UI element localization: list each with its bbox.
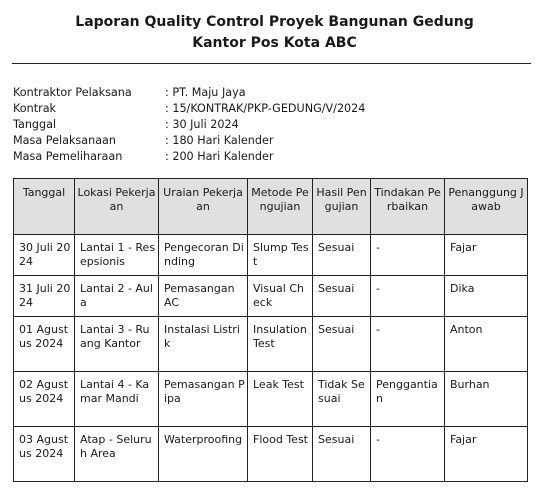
title-divider xyxy=(12,63,531,64)
report-title xyxy=(0,12,549,54)
col-header-hasil: Hasil Pengujian xyxy=(313,179,371,235)
cell-penanggung: Fajar xyxy=(445,427,528,482)
cell-uraian: Pemasangan AC xyxy=(159,276,248,317)
info-row xyxy=(13,101,365,117)
table-row xyxy=(14,372,528,427)
cell-lokasi: Lantai 4 - Kamar Mandi xyxy=(75,372,159,427)
table-row xyxy=(14,276,528,317)
info-label: Kontraktor Pelaksana xyxy=(13,86,132,99)
cell-penanggung: Anton xyxy=(445,317,528,372)
cell-tindakan: - xyxy=(371,317,445,372)
col-header-tanggal: Tanggal xyxy=(14,179,75,235)
col-header-metode: Metode Pengujian xyxy=(248,179,313,235)
cell-uraian: Instalasi Listrik xyxy=(159,317,248,372)
cell-lokasi: Lantai 1 - Resepsionis xyxy=(75,235,159,276)
info-label: Tanggal xyxy=(13,118,57,131)
cell-metode: Slump Test xyxy=(248,235,313,276)
info-value: : PT. Maju Jaya xyxy=(165,86,246,99)
info-value: : 15/KONTRAK/PKP-GEDUNG/V/2024 xyxy=(165,102,366,115)
cell-uraian: Waterproofing xyxy=(159,427,248,482)
table-row xyxy=(14,235,528,276)
cell-metode: Flood Test xyxy=(248,427,313,482)
col-header-lokasi: Lokasi Pekerjaan xyxy=(75,179,159,235)
table-row xyxy=(14,317,528,372)
info-row xyxy=(13,117,365,133)
cell-metode: Leak Test xyxy=(248,372,313,427)
table-header-row xyxy=(14,179,528,235)
cell-lokasi: Lantai 2 - Aula xyxy=(75,276,159,317)
info-row xyxy=(13,133,365,149)
info-label: Masa Pemeliharaan xyxy=(13,150,123,163)
cell-tanggal: 02 Agustus 2024 xyxy=(14,372,75,427)
cell-tanggal: 01 Agustus 2024 xyxy=(14,317,75,372)
info-value: : 200 Hari Kalender xyxy=(165,150,274,163)
cell-uraian: Pengecoran Dinding xyxy=(159,235,248,276)
cell-penanggung: Dika xyxy=(445,276,528,317)
cell-metode: Insulation Test xyxy=(248,317,313,372)
project-info xyxy=(13,85,365,165)
info-row xyxy=(13,85,365,101)
cell-hasil: Sesuai xyxy=(313,276,371,317)
cell-lokasi: Atap - Seluruh Area xyxy=(75,427,159,482)
cell-tindakan: - xyxy=(371,235,445,276)
col-header-uraian: Uraian Pekerjaan xyxy=(159,179,248,235)
cell-tanggal: 30 Juli 2024 xyxy=(14,235,75,276)
cell-uraian: Pemasangan Pipa xyxy=(159,372,248,427)
report-title-line1: Laporan Quality Control Proyek Bangunan Gedung xyxy=(75,14,474,30)
cell-hasil: Sesuai xyxy=(313,427,371,482)
report-title-line2: Kantor Pos Kota ABC xyxy=(192,35,357,51)
col-header-tindakan: Tindakan Perbaikan xyxy=(371,179,445,235)
info-label: Masa Pelaksanaan xyxy=(13,134,116,147)
info-row xyxy=(13,149,365,165)
cell-hasil: Sesuai xyxy=(313,235,371,276)
cell-hasil: Tidak Sesuai xyxy=(313,372,371,427)
cell-tanggal: 31 Juli 2024 xyxy=(14,276,75,317)
cell-tindakan: Penggantian xyxy=(371,372,445,427)
info-value: : 30 Juli 2024 xyxy=(165,118,239,131)
qc-table xyxy=(13,178,528,482)
cell-metode: Visual Check xyxy=(248,276,313,317)
info-value: : 180 Hari Kalender xyxy=(165,134,274,147)
col-header-penanggung: Penanggung Jawab xyxy=(445,179,528,235)
cell-penanggung: Burhan xyxy=(445,372,528,427)
cell-tanggal: 03 Agustus 2024 xyxy=(14,427,75,482)
cell-tindakan: - xyxy=(371,427,445,482)
cell-lokasi: Lantai 3 - Ruang Kantor xyxy=(75,317,159,372)
info-label: Kontrak xyxy=(13,102,57,115)
cell-tindakan: - xyxy=(371,276,445,317)
cell-penanggung: Fajar xyxy=(445,235,528,276)
cell-hasil: Sesuai xyxy=(313,317,371,372)
table-row xyxy=(14,427,528,482)
